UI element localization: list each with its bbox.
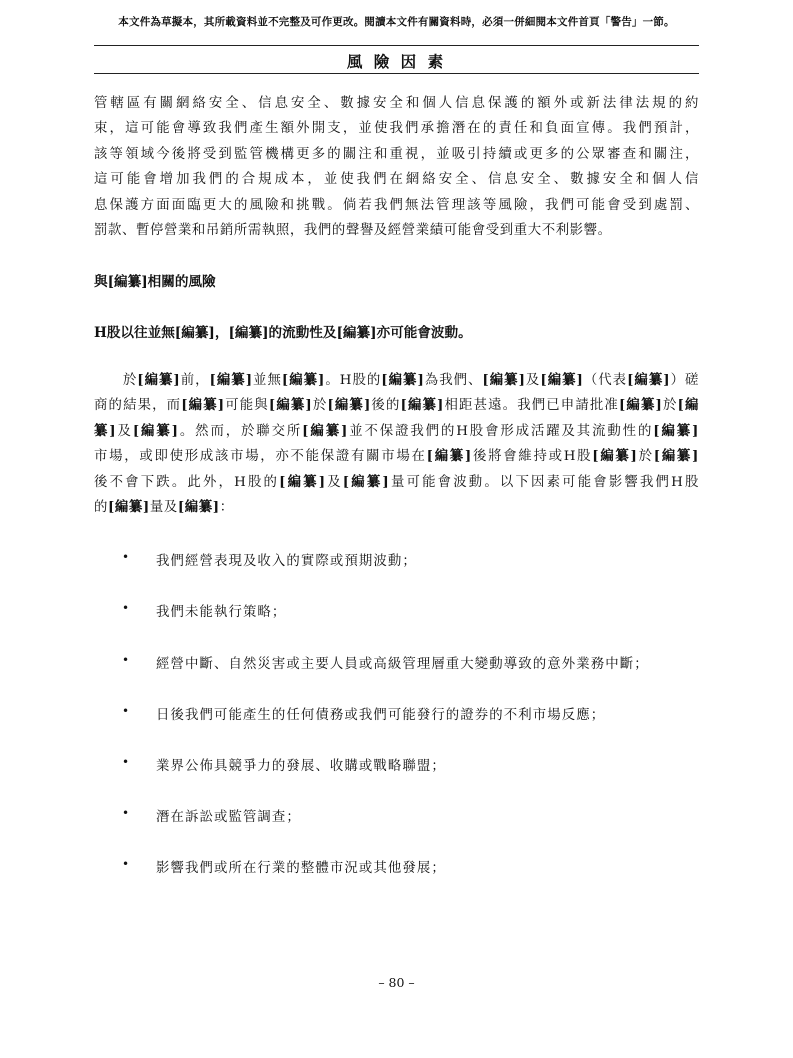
paragraph-line: 商的結果，而[編纂]可能與[編纂]於[編纂]後的[編纂]相距甚遠。我們已申請批准[編纂]於[編 xyxy=(94,397,699,414)
risk-category-heading: 與[編纂]相關的風險 xyxy=(94,274,216,290)
paragraph-line: 息保護方面面臨更大的風險和挑戰。倘若我們無法管理該等風險，我們可能會受到處罰、 xyxy=(94,197,699,213)
bullet-icon: • xyxy=(122,601,131,615)
bullet-icon: • xyxy=(122,857,131,871)
page-number: – 80 – xyxy=(378,975,415,990)
paragraph-line: 市場，或即使形成該市場，亦不能保證有關市場在[編纂]後將會維持或H股[編纂]於[編纂] xyxy=(94,448,699,465)
paragraph-line: 該等領域今後將受到監管機構更多的關注和重視，並吸引持續或更多的公眾審查和關注， xyxy=(94,146,699,162)
risk-subheading: H股以往並無[編纂]，[編纂]的流動性及[編纂]亦可能會波動。 xyxy=(94,325,472,341)
bullet-icon: • xyxy=(122,653,131,667)
paragraph-line: 纂]及[編纂]。然而，於聯交所[編纂]並不保證我們的H股會形成活躍及其流動性的[編纂] xyxy=(94,422,699,439)
paragraph-data-regulation xyxy=(94,91,699,243)
paragraph-line: 管轄區有關網絡安全、信息安全、數據安全和個人信息保護的額外或新法律法規的約 xyxy=(94,96,699,111)
bullet-icon: • xyxy=(122,806,131,820)
header-rule-top xyxy=(94,45,699,46)
paragraph-line: 罰款、暫停營業和吊銷所需執照，我們的聲譽及經營業績可能會受到重大不利影響。 xyxy=(94,223,612,239)
paragraph-no-public-market xyxy=(94,368,699,520)
bullet-icon: • xyxy=(122,755,131,769)
section-title: 風 險 因 素 xyxy=(346,52,447,71)
paragraph-line: 束，這可能會導致我們產生額外開支，並使我們承擔潛在的責任和負面宣傳。我們預計， xyxy=(94,121,699,137)
draft-disclaimer: 本文件為草擬本，其所載資料並不完整及可作更改。閱讀本文件有關資料時，必須一併細閱本文件首頁「警告」一節。 xyxy=(118,16,675,28)
paragraph-line: 的[編纂]量及[編纂]： xyxy=(94,499,234,516)
paragraph-line: 後不會下跌。此外，H股的[編纂]及[編纂]量可能會波動。以下因素可能會影響我們H股 xyxy=(94,473,699,490)
paragraph-line: 這可能會增加我們的合規成本，並使我們在網絡安全、信息安全、數據安全和個人信 xyxy=(94,172,699,188)
bullet-icon: • xyxy=(122,550,131,564)
header-rule-bottom xyxy=(94,73,699,74)
paragraph-line: 於[編纂]前，[編纂]並無[編纂]。H股的[編纂]為我們、[編纂]及[編纂]（代表[編纂]）磋 xyxy=(122,372,699,388)
bullet-icon: • xyxy=(122,704,131,718)
